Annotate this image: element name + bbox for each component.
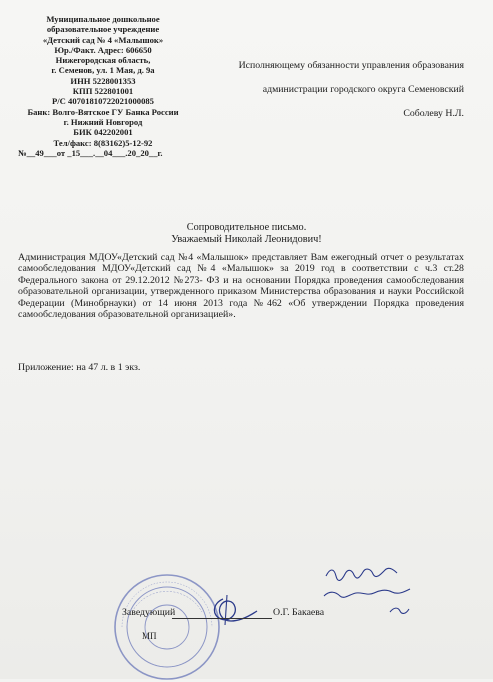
sender-line: Юр./Факт. Адрес: 606650 [54,44,152,55]
sender-line: «Детский сад № 4 «Малышок» [42,34,164,45]
sender-line: г. Семенов, ул. 1 Мая, д. 9а [51,65,155,76]
letter-title: Сопроводительное письмо. [186,222,307,233]
recipient-name: Соболеву Н.Л. [403,108,464,119]
signature-line [172,618,272,619]
sender-line: образовательное учреждение [46,24,160,35]
sender-line: г. Нижний Новгород [63,116,143,127]
signatory-name: О.Г. Бакаева [273,607,325,618]
sender-line: БИК 042202001 [73,127,133,138]
sender-line: Р/С 40701810722021000085 [52,96,154,107]
sender-line: Муниципальное дошкольное [46,14,160,24]
sender-line: Банк: Волго-Вятское ГУ Банка России [27,106,179,117]
letter-body: Администрация МДОУ«Детский сад №4 «Малышок» представляет Вам ежегодный отчет о результатах самообследования МДОУ«Детский сад №4 «Малышок» за 2019 год в соответствии с ч.3 ст.28 Федерального закона от 29.12.2012 №273- ФЗ и на основании Порядка проведения самообследования образовательной организации, утвержденного приказом Министерства образования и науки Российской Федерации (Минобрнауки) от 14 июня 2013 года №462 «Об утверждении Порядка проведения самообследования образовательной организацией». [18,252,464,321]
attachment-note: Приложение: на 47 л. в 1 экз. [18,362,141,373]
recipient-organization: администрации городского округа Семеновский [262,84,464,95]
sender-line: Тел/факс: 8(83162)5-12-92 [53,137,153,148]
signatory-role: Заведующий [122,607,176,618]
sender-block [18,14,188,158]
registration-number: №__49___от _15___.__04___.20_20__г. [18,147,163,158]
letter-greeting: Уважаемый Николай Леонидович! [171,234,322,245]
letter-heading [0,222,493,246]
sender-line: КПП 522801001 [72,86,134,97]
recipient-position: Исполняющему обязанности управления образования [238,60,464,71]
sender-line: Нижегородская область, [55,55,151,66]
sender-line: ИНН 5228001353 [70,75,136,86]
signature-autograph [205,593,260,628]
recipient-block [190,60,464,132]
stamp-place-label: МП [142,631,157,641]
handwritten-receipt-note [318,562,428,620]
